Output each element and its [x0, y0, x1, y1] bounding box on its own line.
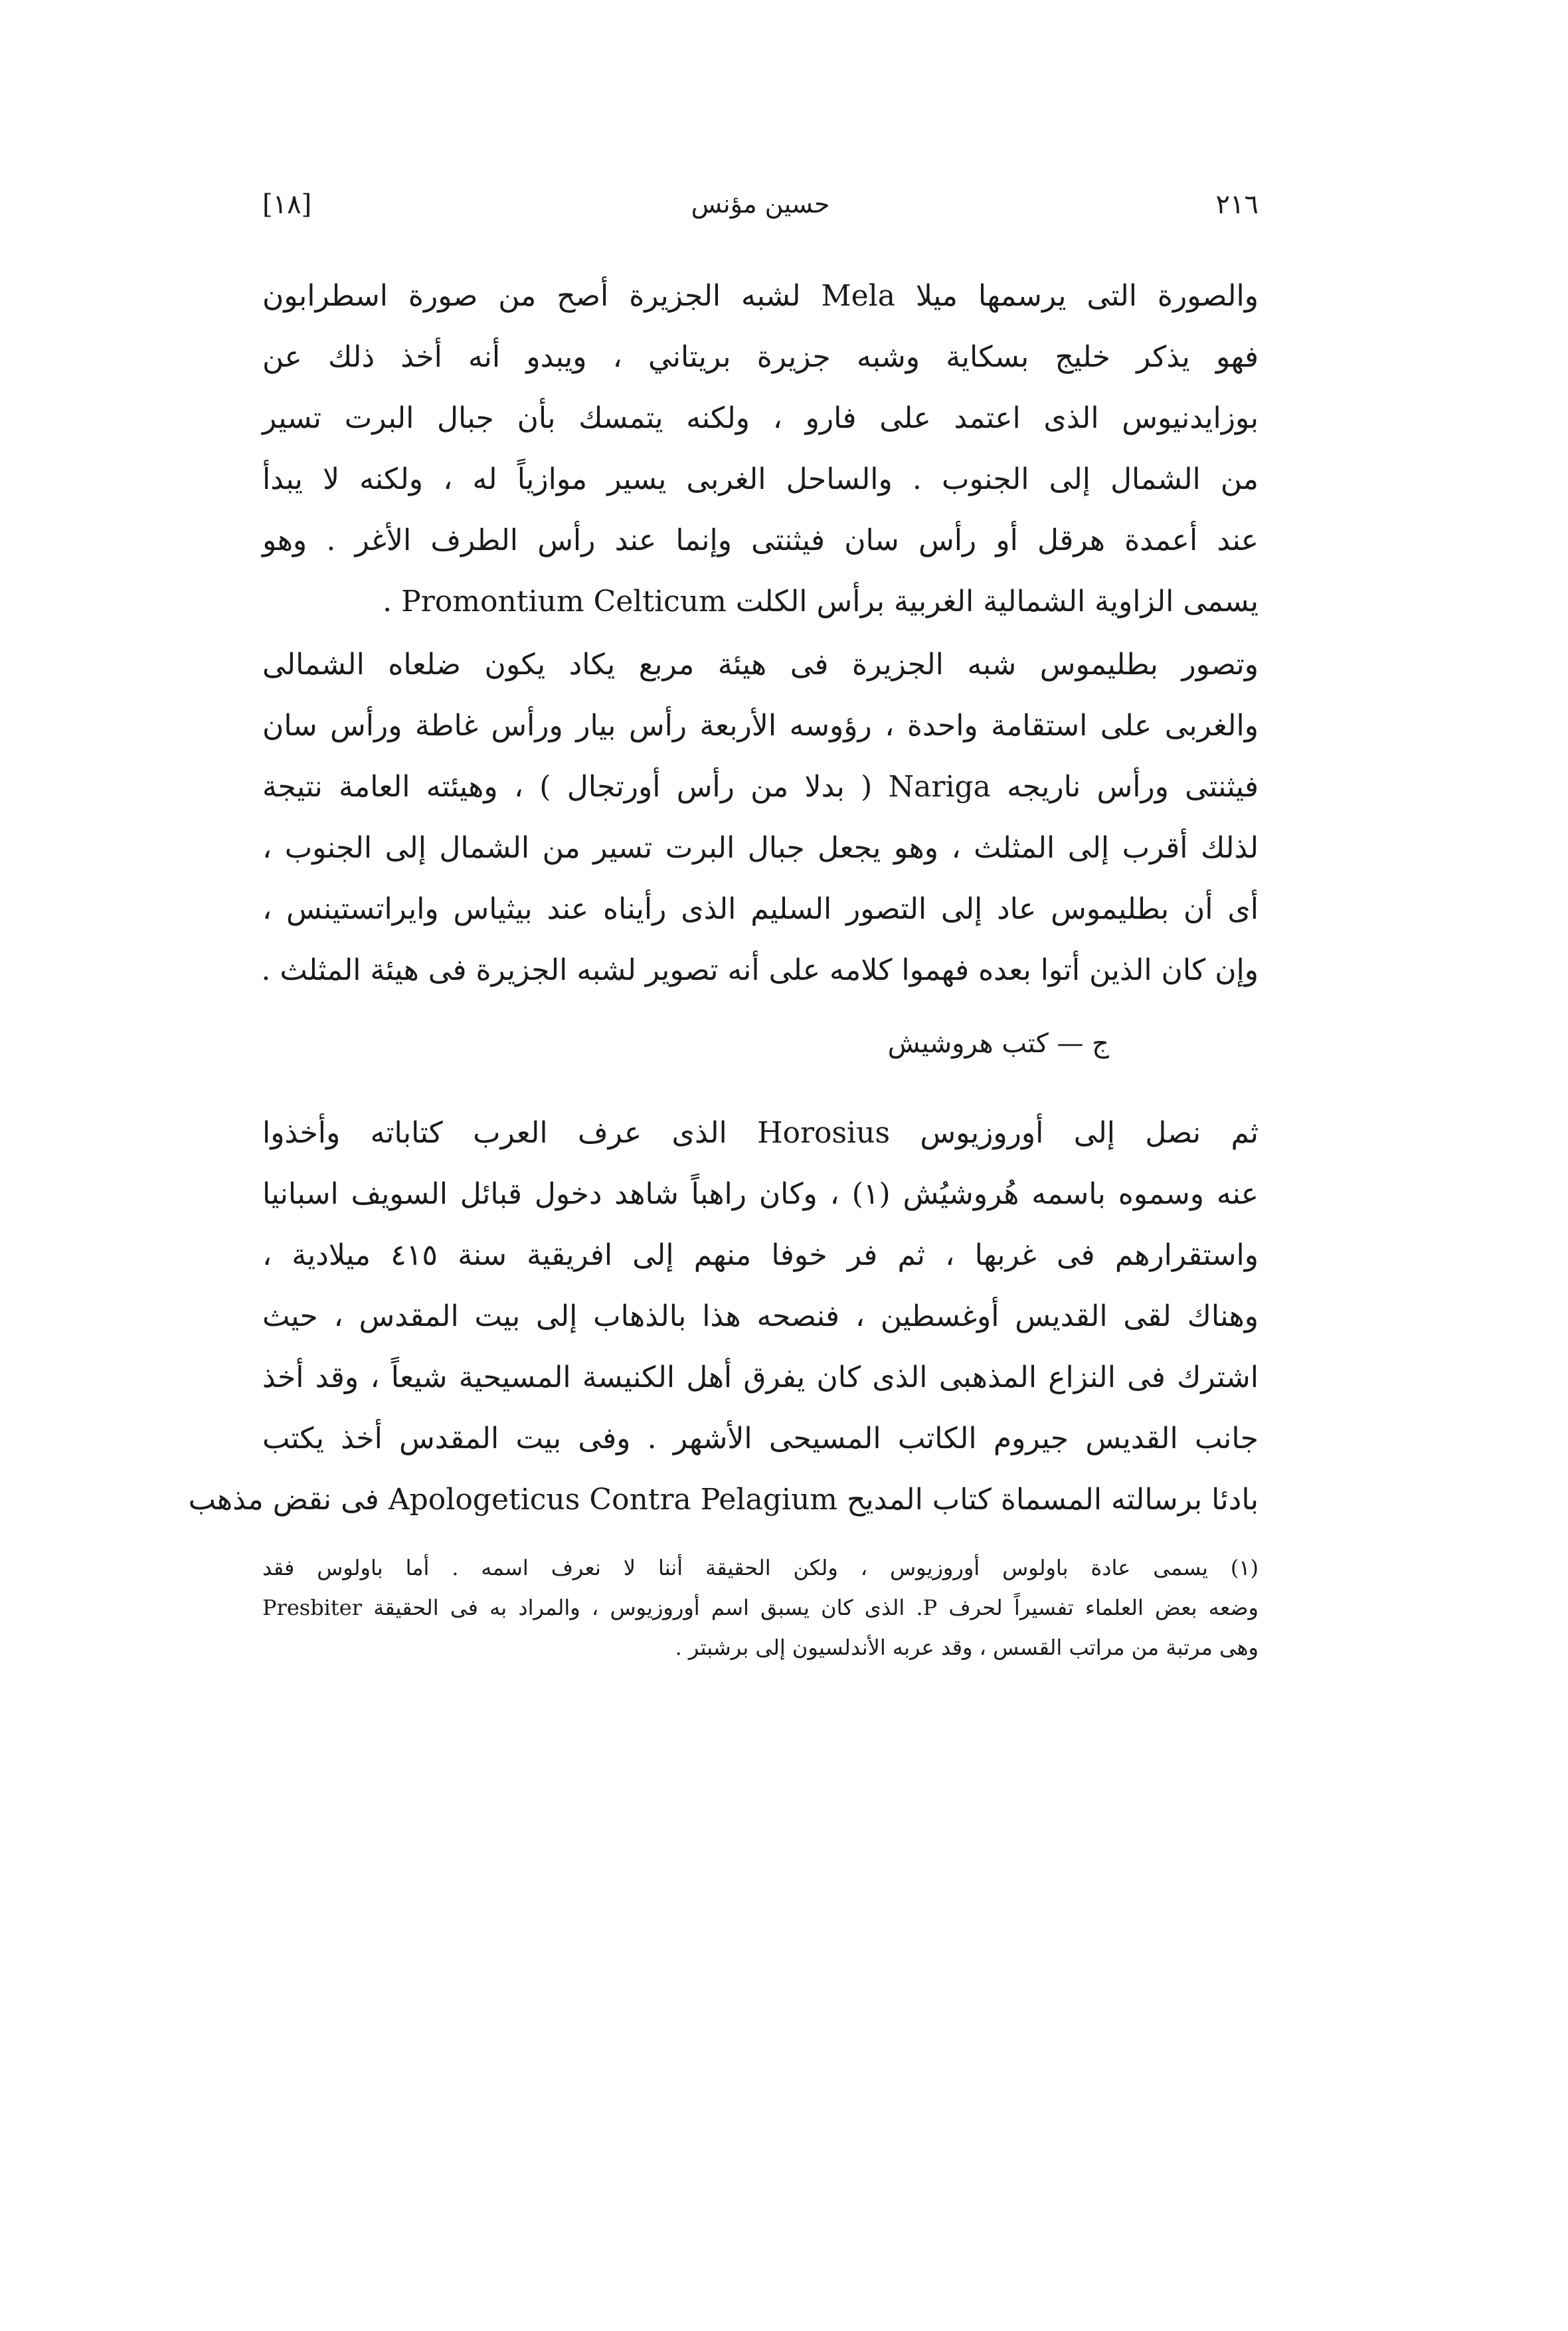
text-line: لذلك أقرب إلى المثلث ، وهو يجعل جبال البرت تسير من الشمال إلى الجنوب ، — [262, 831, 1259, 865]
running-title-author: حسين مؤنس — [691, 189, 830, 219]
text-line: ثم نصل إلى أوروزيوس Horosius الذى عرف العرب كتاباته وأخذوا — [262, 1116, 1259, 1150]
section-subheading: ج — كتب هروشيش — [887, 1028, 1109, 1059]
text-line: من الشمال إلى الجنوب . والساحل الغربى يسير موازياً له ، ولكنه لا يبدأ — [262, 462, 1259, 496]
paragraph-orosius — [188, 1103, 1259, 1531]
text-line: بادئا برسالته المسماة كتاب المديح Apologeticus Contra Pelagium فى نقض مذهب — [188, 1483, 1259, 1517]
footnote — [262, 1548, 1259, 1667]
footnote-line: (١) يسمى عادة باولوس أوروزيوس ، ولكن الحقيقة أننا لا نعرف اسمه . أما باولوس فقد — [262, 1555, 1259, 1580]
page-number: ٢١٦ — [1215, 189, 1259, 220]
text-line: اشترك فى النزاع المذهبى الذى كان يفرق أهل الكنيسة المسيحية شيعاً ، وقد أخذ — [262, 1360, 1259, 1394]
text-line: عند أعمدة هرقل أو رأس سان فيثنتى وإنما عند رأس الطرف الأغر . وهو — [262, 523, 1259, 557]
footnote-line: وضعه بعض العلماء تفسيراً لحرف P. الذى كان يسبق اسم أوروزيوس ، والمراد به فى الحقيقة Presbiter — [262, 1595, 1259, 1620]
paragraph-ptolemy — [262, 634, 1259, 1001]
text-line: والصورة التى يرسمها ميلا Mela لشبه الجزيرة أصح من صورة اسطرابون — [262, 279, 1259, 313]
section-number: [١٨] — [262, 189, 312, 220]
text-line: عنه وسموه باسمه هُروشيُش (١) ، وكان راهباً شاهد دخول قبائل السويف اسبانيا — [262, 1177, 1259, 1211]
text-line: وتصور بطليموس شبه الجزيرة فى هيئة مربع يكاد يكون ضلعاه الشمالى — [262, 648, 1259, 682]
text-line: وهناك لقى القديس أوغسطين ، فنصحه هذا بالذهاب إلى بيت المقدس ، حيث — [262, 1299, 1259, 1333]
text-line: فيثنتى ورأس ناريجه Nariga ( بدلا من رأس أورتجال ) ، وهيئته العامة نتيجة — [262, 770, 1259, 804]
text-line: فهو يذكر خليج بسكاية وشبه جزيرة بريتاني ، ويبدو أنه أخذ ذلك عن — [262, 340, 1259, 374]
paragraph-mela — [262, 266, 1259, 632]
text-line: وإن كان الذين أتوا بعده فهموا كلامه على أنه تصوير لشبه الجزيرة فى هيئة المثلث . — [261, 953, 1259, 987]
text-line: واستقرارهم فى غربها ، ثم فر خوفا منهم إلى افريقية سنة ٤١٥ ميلادية ، — [262, 1238, 1259, 1272]
text-line: بوزايدنيوس الذى اعتمد على فارو ، ولكنه يتمسك بأن جبال البرت تسير — [262, 401, 1259, 435]
text-line: والغربى على استقامة واحدة ، رؤوسه الأربعة رأس بيار ورأس غاطة ورأس سان — [262, 709, 1259, 743]
running-header — [262, 189, 1259, 249]
text-line: جانب القديس جيروم الكاتب المسيحى الأشهر . وفى بيت المقدس أخذ يكتب — [262, 1422, 1259, 1455]
text-line: أى أن بطليموس عاد إلى التصور السليم الذى رأيناه عند بيثياس وايراتستينس ، — [262, 892, 1259, 926]
footnote-line: وهى مرتبة من مراتب القسس ، وقد عربه الأندلسيون إلى برشبتر . — [675, 1635, 1259, 1660]
text-line: يسمى الزاوية الشمالية الغربية برأس الكلت Promontium Celticum . — [383, 585, 1259, 618]
